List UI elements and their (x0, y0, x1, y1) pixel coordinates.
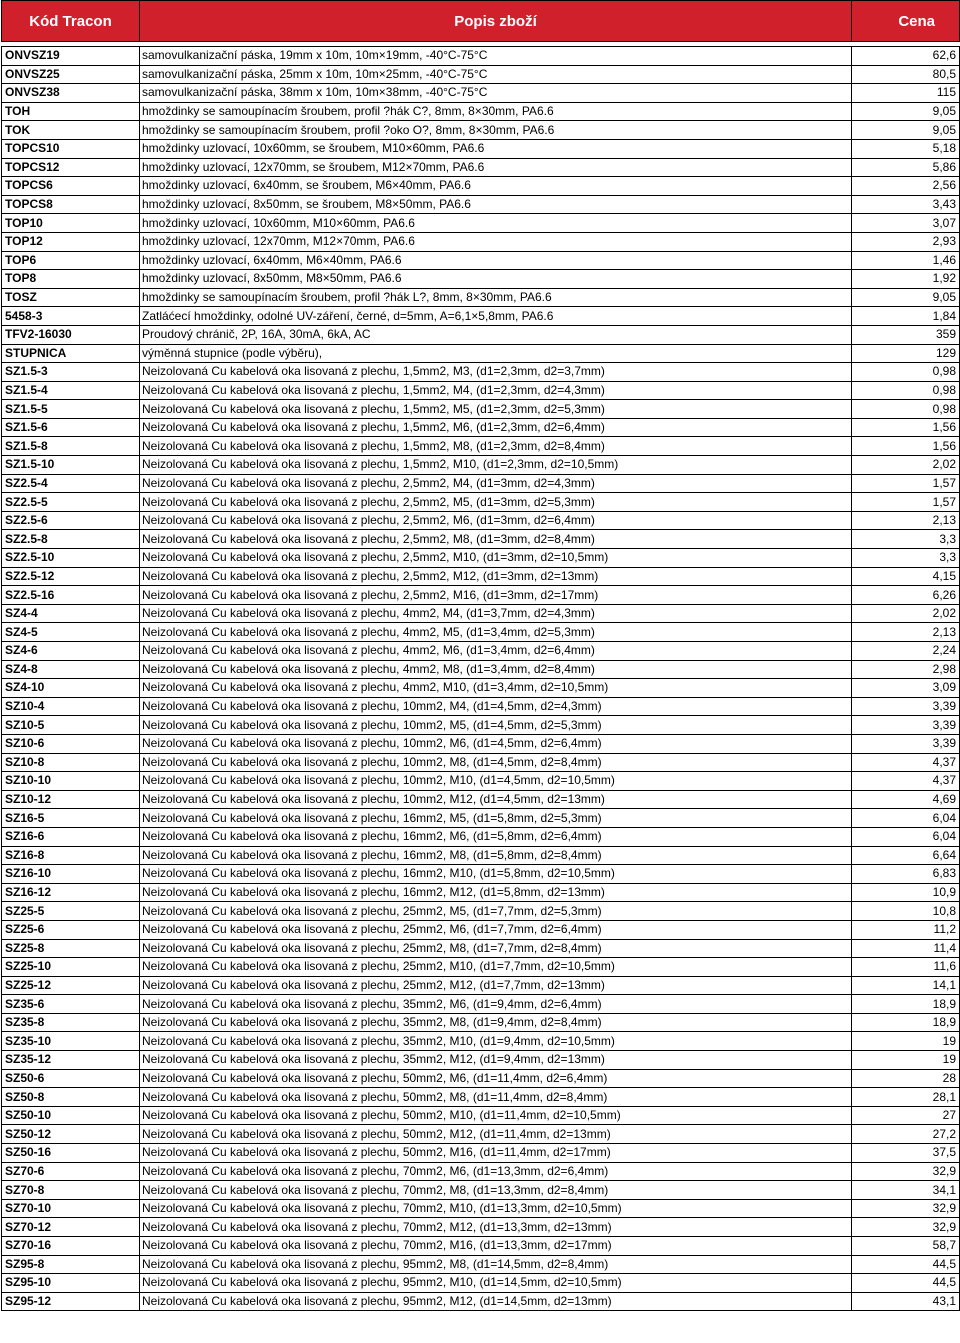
price-cell: 6,04 (852, 827, 960, 846)
description-cell: Neizolovaná Cu kabelová oka lisovaná z plechu, 35mm2, M8, (d1=9,4mm, d2=8,4mm) (140, 1013, 852, 1032)
price-cell: 80,5 (852, 65, 960, 84)
product-code-cell: SZ50-6 (2, 1069, 140, 1088)
product-code-cell: SZ1.5-5 (2, 400, 140, 419)
description-cell: Neizolovaná Cu kabelová oka lisovaná z plechu, 10mm2, M12, (d1=4,5mm, d2=13mm) (140, 790, 852, 809)
price-cell: 27 (852, 1106, 960, 1125)
header-code: Kód Tracon (2, 1, 140, 42)
description-cell: Neizolovaná Cu kabelová oka lisovaná z plechu, 95mm2, M8, (d1=14,5mm, d2=8,4mm) (140, 1255, 852, 1274)
table-row (2, 418, 960, 437)
description-cell: Neizolovaná Cu kabelová oka lisovaná z plechu, 4mm2, M6, (d1=3,4mm, d2=6,4mm) (140, 642, 852, 661)
description-cell: Neizolovaná Cu kabelová oka lisovaná z plechu, 25mm2, M10, (d1=7,7mm, d2=10,5mm) (140, 958, 852, 977)
price-cell: 6,83 (852, 865, 960, 884)
product-code-cell: TFV2-16030 (2, 325, 140, 344)
description-cell: Neizolovaná Cu kabelová oka lisovaná z plechu, 16mm2, M6, (d1=5,8mm, d2=6,4mm) (140, 827, 852, 846)
table-row (2, 1069, 960, 1088)
product-code-cell: SZ95-8 (2, 1255, 140, 1274)
product-code-cell: SZ70-12 (2, 1218, 140, 1237)
description-cell: hmoždinky se samoupínacím šroubem, profil ?oko O?, 8mm, 8×30mm, PA6.6 (140, 121, 852, 140)
table-row (2, 1292, 960, 1311)
table-row (2, 1181, 960, 1200)
product-code-cell: SZ4-10 (2, 679, 140, 698)
description-cell: Neizolovaná Cu kabelová oka lisovaná z plechu, 2,5mm2, M5, (d1=3mm, d2=5,3mm) (140, 493, 852, 512)
price-cell: 3,39 (852, 697, 960, 716)
table-row (2, 734, 960, 753)
price-cell: 2,24 (852, 642, 960, 661)
description-cell: Neizolovaná Cu kabelová oka lisovaná z plechu, 95mm2, M12, (d1=14,5mm, d2=13mm) (140, 1292, 852, 1311)
price-cell: 43,1 (852, 1292, 960, 1311)
header-row (2, 1, 960, 42)
description-cell: Neizolovaná Cu kabelová oka lisovaná z plechu, 16mm2, M12, (d1=5,8mm, d2=13mm) (140, 883, 852, 902)
product-code-cell: SZ10-8 (2, 753, 140, 772)
table-row (2, 846, 960, 865)
price-cell: 9,05 (852, 102, 960, 121)
price-cell: 11,4 (852, 939, 960, 958)
description-cell: hmoždinky uzlovací, 6x40mm, M6×40mm, PA6.6 (140, 251, 852, 270)
table-row (2, 809, 960, 828)
product-code-cell: SZ70-16 (2, 1237, 140, 1256)
product-code-cell: SZ1.5-6 (2, 418, 140, 437)
product-code-cell: SZ10-4 (2, 697, 140, 716)
table-row (2, 195, 960, 214)
product-code-cell: SZ25-12 (2, 976, 140, 995)
price-cell: 1,57 (852, 474, 960, 493)
price-list-table (1, 0, 960, 1311)
table-row (2, 344, 960, 363)
product-code-cell: SZ95-10 (2, 1274, 140, 1293)
price-cell: 37,5 (852, 1144, 960, 1163)
table-row (2, 270, 960, 289)
table-row (2, 307, 960, 326)
price-cell: 9,05 (852, 288, 960, 307)
table-row (2, 47, 960, 66)
table-row (2, 1125, 960, 1144)
description-cell: Neizolovaná Cu kabelová oka lisovaná z plechu, 50mm2, M16, (d1=11,4mm, d2=17mm) (140, 1144, 852, 1163)
price-cell: 1,56 (852, 437, 960, 456)
table-row (2, 139, 960, 158)
description-cell: Neizolovaná Cu kabelová oka lisovaná z plechu, 10mm2, M8, (d1=4,5mm, d2=8,4mm) (140, 753, 852, 772)
table-row (2, 549, 960, 568)
description-cell: hmoždinky uzlovací, 6x40mm, se šroubem, M6×40mm, PA6.6 (140, 177, 852, 196)
product-code-cell: TOP10 (2, 214, 140, 233)
price-cell: 9,05 (852, 121, 960, 140)
product-code-cell: SZ10-6 (2, 734, 140, 753)
product-code-cell: TOP6 (2, 251, 140, 270)
price-cell: 19 (852, 1051, 960, 1070)
price-cell: 5,86 (852, 158, 960, 177)
table-row (2, 84, 960, 103)
product-code-cell: SZ16-6 (2, 827, 140, 846)
description-cell: Neizolovaná Cu kabelová oka lisovaná z plechu, 1,5mm2, M6, (d1=2,3mm, d2=6,4mm) (140, 418, 852, 437)
product-code-cell: TOPCS8 (2, 195, 140, 214)
table-row (2, 177, 960, 196)
price-cell: 6,04 (852, 809, 960, 828)
description-cell: Neizolovaná Cu kabelová oka lisovaná z plechu, 4mm2, M10, (d1=3,4mm, d2=10,5mm) (140, 679, 852, 698)
description-cell: Neizolovaná Cu kabelová oka lisovaná z plechu, 16mm2, M8, (d1=5,8mm, d2=8,4mm) (140, 846, 852, 865)
description-cell: hmoždinky uzlovací, 12x70mm, se šroubem, M12×70mm, PA6.6 (140, 158, 852, 177)
description-cell: hmoždinky se samoupínacím šroubem, profil ?hák L?, 8mm, 8×30mm, PA6.6 (140, 288, 852, 307)
price-cell: 18,9 (852, 995, 960, 1014)
product-code-cell: TOPCS6 (2, 177, 140, 196)
product-code-cell: TOK (2, 121, 140, 140)
price-cell: 2,93 (852, 232, 960, 251)
product-code-cell: SZ35-10 (2, 1032, 140, 1051)
price-cell: 4,15 (852, 567, 960, 586)
description-cell: Neizolovaná Cu kabelová oka lisovaná z plechu, 2,5mm2, M4, (d1=3mm, d2=4,3mm) (140, 474, 852, 493)
description-cell: hmoždinky uzlovací, 10x60mm, M10×60mm, PA6.6 (140, 214, 852, 233)
description-cell: samovulkanizační páska, 19mm x 10m, 10m×19mm, -40°C-75°C (140, 47, 852, 66)
product-code-cell: SZ2.5-5 (2, 493, 140, 512)
product-code-cell: SZ2.5-4 (2, 474, 140, 493)
product-code-cell: SZ35-12 (2, 1051, 140, 1070)
price-cell: 11,6 (852, 958, 960, 977)
product-code-cell: TOH (2, 102, 140, 121)
price-cell: 44,5 (852, 1274, 960, 1293)
price-cell: 115 (852, 84, 960, 103)
description-cell: Neizolovaná Cu kabelová oka lisovaná z plechu, 70mm2, M6, (d1=13,3mm, d2=6,4mm) (140, 1162, 852, 1181)
product-code-cell: SZ95-12 (2, 1292, 140, 1311)
price-cell: 3,39 (852, 716, 960, 735)
description-cell: Neizolovaná Cu kabelová oka lisovaná z plechu, 35mm2, M6, (d1=9,4mm, d2=6,4mm) (140, 995, 852, 1014)
header-description: Popis zboží (140, 1, 852, 42)
table-row (2, 493, 960, 512)
product-code-cell: SZ25-6 (2, 920, 140, 939)
price-cell: 0,98 (852, 363, 960, 382)
price-cell: 359 (852, 325, 960, 344)
description-cell: Neizolovaná Cu kabelová oka lisovaná z plechu, 10mm2, M10, (d1=4,5mm, d2=10,5mm) (140, 772, 852, 791)
description-cell: Neizolovaná Cu kabelová oka lisovaná z plechu, 1,5mm2, M10, (d1=2,3mm, d2=10,5mm) (140, 456, 852, 475)
product-code-cell: TOP8 (2, 270, 140, 289)
price-cell: 28,1 (852, 1088, 960, 1107)
table-row (2, 1144, 960, 1163)
table-row (2, 1106, 960, 1125)
description-cell: hmoždinky uzlovací, 10x60mm, se šroubem, M10×60mm, PA6.6 (140, 139, 852, 158)
table-row (2, 1162, 960, 1181)
price-cell: 28 (852, 1069, 960, 1088)
table-row (2, 586, 960, 605)
price-cell: 3,07 (852, 214, 960, 233)
table-body (2, 42, 960, 1311)
table-row (2, 65, 960, 84)
table-row (2, 232, 960, 251)
price-cell: 3,09 (852, 679, 960, 698)
table-row (2, 772, 960, 791)
price-cell: 1,57 (852, 493, 960, 512)
table-row (2, 1237, 960, 1256)
table-row (2, 474, 960, 493)
price-cell: 32,9 (852, 1218, 960, 1237)
product-code-cell: SZ1.5-8 (2, 437, 140, 456)
description-cell: hmoždinky uzlovací, 8x50mm, se šroubem, M8×50mm, PA6.6 (140, 195, 852, 214)
product-code-cell: SZ10-5 (2, 716, 140, 735)
table-row (2, 567, 960, 586)
table-row (2, 437, 960, 456)
description-cell: Neizolovaná Cu kabelová oka lisovaná z plechu, 2,5mm2, M16, (d1=3mm, d2=17mm) (140, 586, 852, 605)
table-row (2, 865, 960, 884)
product-code-cell: SZ1.5-3 (2, 363, 140, 382)
table-row (2, 1218, 960, 1237)
price-cell: 18,9 (852, 1013, 960, 1032)
table-row (2, 883, 960, 902)
price-cell: 129 (852, 344, 960, 363)
product-code-cell: SZ70-6 (2, 1162, 140, 1181)
price-cell: 0,98 (852, 381, 960, 400)
price-cell: 32,9 (852, 1162, 960, 1181)
description-cell: Neizolovaná Cu kabelová oka lisovaná z plechu, 70mm2, M10, (d1=13,3mm, d2=10,5mm) (140, 1199, 852, 1218)
description-cell: Neizolovaná Cu kabelová oka lisovaná z plechu, 10mm2, M5, (d1=4,5mm, d2=5,3mm) (140, 716, 852, 735)
table-row (2, 456, 960, 475)
product-code-cell: SZ16-10 (2, 865, 140, 884)
product-code-cell: SZ4-4 (2, 604, 140, 623)
description-cell: Neizolovaná Cu kabelová oka lisovaná z plechu, 70mm2, M16, (d1=13,3mm, d2=17mm) (140, 1237, 852, 1256)
description-cell: Proudový chránič, 2P, 16A, 30mA, 6kA, AC (140, 325, 852, 344)
product-code-cell: SZ4-6 (2, 642, 140, 661)
product-code-cell: SZ16-8 (2, 846, 140, 865)
table-row (2, 1013, 960, 1032)
product-code-cell: TOSZ (2, 288, 140, 307)
table-row (2, 1255, 960, 1274)
product-code-cell: SZ2.5-12 (2, 567, 140, 586)
price-cell: 2,02 (852, 456, 960, 475)
description-cell: Neizolovaná Cu kabelová oka lisovaná z plechu, 50mm2, M10, (d1=11,4mm, d2=10,5mm) (140, 1106, 852, 1125)
product-code-cell: SZ2.5-10 (2, 549, 140, 568)
price-cell: 1,56 (852, 418, 960, 437)
table-row (2, 381, 960, 400)
product-code-cell: ONVSZ38 (2, 84, 140, 103)
product-code-cell: TOPCS10 (2, 139, 140, 158)
table-row (2, 214, 960, 233)
header-price: Cena (852, 1, 960, 42)
product-code-cell: SZ2.5-16 (2, 586, 140, 605)
description-cell: Neizolovaná Cu kabelová oka lisovaná z plechu, 25mm2, M6, (d1=7,7mm, d2=6,4mm) (140, 920, 852, 939)
table-row (2, 363, 960, 382)
table-row (2, 660, 960, 679)
price-cell: 2,13 (852, 511, 960, 530)
product-code-cell: SZ50-10 (2, 1106, 140, 1125)
description-cell: Neizolovaná Cu kabelová oka lisovaná z plechu, 16mm2, M10, (d1=5,8mm, d2=10,5mm) (140, 865, 852, 884)
table-row (2, 604, 960, 623)
price-cell: 58,7 (852, 1237, 960, 1256)
table-row (2, 753, 960, 772)
table-row (2, 530, 960, 549)
table-row (2, 1088, 960, 1107)
table-header (2, 1, 960, 42)
table-row (2, 325, 960, 344)
product-code-cell: ONVSZ19 (2, 47, 140, 66)
table-row (2, 400, 960, 419)
product-code-cell: SZ50-12 (2, 1125, 140, 1144)
description-cell: výměnná stupnice (podle výběru), (140, 344, 852, 363)
product-code-cell: SZ10-10 (2, 772, 140, 791)
table-row (2, 288, 960, 307)
description-cell: Neizolovaná Cu kabelová oka lisovaná z plechu, 2,5mm2, M6, (d1=3mm, d2=6,4mm) (140, 511, 852, 530)
description-cell: Neizolovaná Cu kabelová oka lisovaná z plechu, 50mm2, M12, (d1=11,4mm, d2=13mm) (140, 1125, 852, 1144)
table-row (2, 623, 960, 642)
table-row (2, 158, 960, 177)
price-cell: 32,9 (852, 1199, 960, 1218)
product-code-cell: SZ16-12 (2, 883, 140, 902)
table-row (2, 642, 960, 661)
table-row (2, 121, 960, 140)
price-cell: 2,98 (852, 660, 960, 679)
description-cell: Neizolovaná Cu kabelová oka lisovaná z plechu, 2,5mm2, M8, (d1=3mm, d2=8,4mm) (140, 530, 852, 549)
description-cell: Neizolovaná Cu kabelová oka lisovaná z plechu, 2,5mm2, M10, (d1=3mm, d2=10,5mm) (140, 549, 852, 568)
product-code-cell: SZ35-8 (2, 1013, 140, 1032)
description-cell: Neizolovaná Cu kabelová oka lisovaná z plechu, 16mm2, M5, (d1=5,8mm, d2=5,3mm) (140, 809, 852, 828)
price-cell: 4,37 (852, 772, 960, 791)
description-cell: Neizolovaná Cu kabelová oka lisovaná z plechu, 70mm2, M8, (d1=13,3mm, d2=8,4mm) (140, 1181, 852, 1200)
product-code-cell: SZ25-5 (2, 902, 140, 921)
price-cell: 62,6 (852, 47, 960, 66)
price-cell: 0,98 (852, 400, 960, 419)
description-cell: Neizolovaná Cu kabelová oka lisovaná z plechu, 50mm2, M6, (d1=11,4mm, d2=6,4mm) (140, 1069, 852, 1088)
description-cell: samovulkanizační páska, 38mm x 10m, 10m×38mm, -40°C-75°C (140, 84, 852, 103)
price-cell: 19 (852, 1032, 960, 1051)
product-code-cell: SZ10-12 (2, 790, 140, 809)
price-cell: 6,26 (852, 586, 960, 605)
price-cell: 6,64 (852, 846, 960, 865)
price-cell: 4,37 (852, 753, 960, 772)
price-list-sheet (1, 0, 959, 1311)
table-row (2, 976, 960, 995)
product-code-cell: SZ25-10 (2, 958, 140, 977)
product-code-cell: 5458-3 (2, 307, 140, 326)
table-row (2, 1274, 960, 1293)
product-code-cell: SZ2.5-6 (2, 511, 140, 530)
price-cell: 3,39 (852, 734, 960, 753)
price-cell: 10,9 (852, 883, 960, 902)
table-row (2, 679, 960, 698)
table-row (2, 958, 960, 977)
description-cell: Neizolovaná Cu kabelová oka lisovaná z plechu, 1,5mm2, M4, (d1=2,3mm, d2=4,3mm) (140, 381, 852, 400)
price-cell: 3,3 (852, 549, 960, 568)
price-cell: 14,1 (852, 976, 960, 995)
description-cell: hmoždinky uzlovací, 8x50mm, M8×50mm, PA6.6 (140, 270, 852, 289)
price-cell: 4,69 (852, 790, 960, 809)
description-cell: Neizolovaná Cu kabelová oka lisovaná z plechu, 10mm2, M4, (d1=4,5mm, d2=4,3mm) (140, 697, 852, 716)
description-cell: Neizolovaná Cu kabelová oka lisovaná z plechu, 2,5mm2, M12, (d1=3mm, d2=13mm) (140, 567, 852, 586)
description-cell: Neizolovaná Cu kabelová oka lisovaná z plechu, 25mm2, M5, (d1=7,7mm, d2=5,3mm) (140, 902, 852, 921)
description-cell: Neizolovaná Cu kabelová oka lisovaná z plechu, 1,5mm2, M5, (d1=2,3mm, d2=5,3mm) (140, 400, 852, 419)
description-cell: Neizolovaná Cu kabelová oka lisovaná z plechu, 35mm2, M10, (d1=9,4mm, d2=10,5mm) (140, 1032, 852, 1051)
table-row (2, 790, 960, 809)
product-code-cell: TOP12 (2, 232, 140, 251)
description-cell: Zatláćecí hmoždinky, odolné UV-záření, černé, d=5mm, A=6,1×5,8mm, PA6.6 (140, 307, 852, 326)
table-row (2, 1051, 960, 1070)
price-cell: 2,13 (852, 623, 960, 642)
product-code-cell: SZ70-8 (2, 1181, 140, 1200)
description-cell: Neizolovaná Cu kabelová oka lisovaná z plechu, 4mm2, M8, (d1=3,4mm, d2=8,4mm) (140, 660, 852, 679)
product-code-cell: SZ50-16 (2, 1144, 140, 1163)
product-code-cell: SZ25-8 (2, 939, 140, 958)
description-cell: Neizolovaná Cu kabelová oka lisovaná z plechu, 35mm2, M12, (d1=9,4mm, d2=13mm) (140, 1051, 852, 1070)
product-code-cell: SZ35-6 (2, 995, 140, 1014)
table-row (2, 920, 960, 939)
product-code-cell: SZ1.5-4 (2, 381, 140, 400)
description-cell: Neizolovaná Cu kabelová oka lisovaná z plechu, 70mm2, M12, (d1=13,3mm, d2=13mm) (140, 1218, 852, 1237)
description-cell: Neizolovaná Cu kabelová oka lisovaná z plechu, 1,5mm2, M8, (d1=2,3mm, d2=8,4mm) (140, 437, 852, 456)
table-row (2, 102, 960, 121)
description-cell: Neizolovaná Cu kabelová oka lisovaná z plechu, 4mm2, M5, (d1=3,4mm, d2=5,3mm) (140, 623, 852, 642)
price-cell: 2,56 (852, 177, 960, 196)
product-code-cell: SZ1.5-10 (2, 456, 140, 475)
price-cell: 1,92 (852, 270, 960, 289)
table-row (2, 716, 960, 735)
price-cell: 34,1 (852, 1181, 960, 1200)
price-cell: 10,8 (852, 902, 960, 921)
price-cell: 2,02 (852, 604, 960, 623)
price-cell: 3,43 (852, 195, 960, 214)
description-cell: hmoždinky se samoupínacím šroubem, profil ?hák C?, 8mm, 8×30mm, PA6.6 (140, 102, 852, 121)
product-code-cell: SZ16-5 (2, 809, 140, 828)
price-cell: 11,2 (852, 920, 960, 939)
table-row (2, 827, 960, 846)
table-row (2, 1032, 960, 1051)
product-code-cell: SZ70-10 (2, 1199, 140, 1218)
product-code-cell: SZ4-5 (2, 623, 140, 642)
table-row (2, 995, 960, 1014)
product-code-cell: STUPNICA (2, 344, 140, 363)
description-cell: Neizolovaná Cu kabelová oka lisovaná z plechu, 50mm2, M8, (d1=11,4mm, d2=8,4mm) (140, 1088, 852, 1107)
product-code-cell: ONVSZ25 (2, 65, 140, 84)
product-code-cell: SZ4-8 (2, 660, 140, 679)
price-cell: 44,5 (852, 1255, 960, 1274)
price-cell: 3,3 (852, 530, 960, 549)
table-row (2, 697, 960, 716)
table-row (2, 511, 960, 530)
description-cell: hmoždinky uzlovací, 12x70mm, M12×70mm, PA6.6 (140, 232, 852, 251)
description-cell: Neizolovaná Cu kabelová oka lisovaná z plechu, 10mm2, M6, (d1=4,5mm, d2=6,4mm) (140, 734, 852, 753)
table-row (2, 251, 960, 270)
table-row (2, 902, 960, 921)
price-cell: 5,18 (852, 139, 960, 158)
price-cell: 1,46 (852, 251, 960, 270)
description-cell: Neizolovaná Cu kabelová oka lisovaná z plechu, 95mm2, M10, (d1=14,5mm, d2=10,5mm) (140, 1274, 852, 1293)
table-row (2, 939, 960, 958)
description-cell: samovulkanizační páska, 25mm x 10m, 10m×25mm, -40°C-75°C (140, 65, 852, 84)
description-cell: Neizolovaná Cu kabelová oka lisovaná z plechu, 4mm2, M4, (d1=3,7mm, d2=4,3mm) (140, 604, 852, 623)
description-cell: Neizolovaná Cu kabelová oka lisovaná z plechu, 25mm2, M8, (d1=7,7mm, d2=8,4mm) (140, 939, 852, 958)
product-code-cell: TOPCS12 (2, 158, 140, 177)
product-code-cell: SZ2.5-8 (2, 530, 140, 549)
description-cell: Neizolovaná Cu kabelová oka lisovaná z plechu, 1,5mm2, M3, (d1=2,3mm, d2=3,7mm) (140, 363, 852, 382)
product-code-cell: SZ50-8 (2, 1088, 140, 1107)
table-row (2, 1199, 960, 1218)
price-cell: 1,84 (852, 307, 960, 326)
price-cell: 27,2 (852, 1125, 960, 1144)
description-cell: Neizolovaná Cu kabelová oka lisovaná z plechu, 25mm2, M12, (d1=7,7mm, d2=13mm) (140, 976, 852, 995)
